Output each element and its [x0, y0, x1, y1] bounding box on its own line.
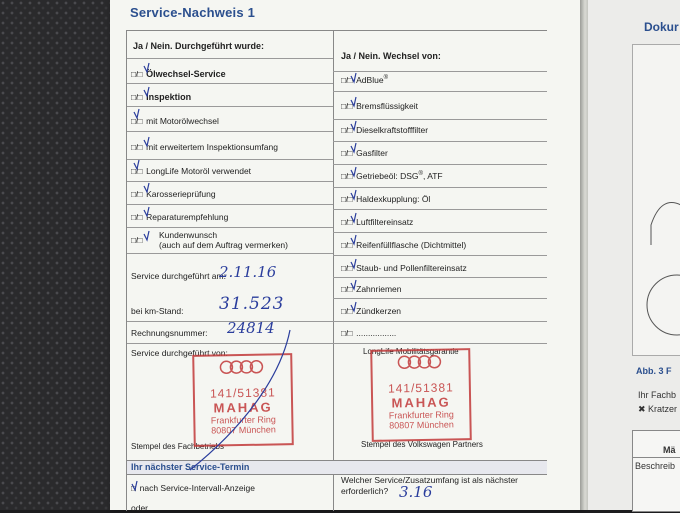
right-page-kratzer: ✖ Kratzer [638, 404, 678, 414]
checkbox-pair[interactable]: □/□ [341, 125, 353, 135]
checkbox-pair[interactable]: □/□ [341, 263, 353, 273]
left-item-inspektion[interactable]: □/□ Inspektion [131, 92, 192, 102]
checkbox-pair[interactable]: □/□ [341, 328, 353, 338]
service-date-label: Service durchgeführt am: [131, 271, 226, 281]
check-mark [144, 231, 149, 240]
right-item-other[interactable]: □/□ ................. [341, 328, 397, 338]
checkbox-pair[interactable]: □/□ [341, 75, 353, 85]
check-mark [144, 137, 149, 146]
rechnungsnr-value[interactable]: 24814 [227, 319, 275, 337]
checkbox-pair[interactable]: □/□ [131, 116, 143, 126]
damage-table [632, 430, 680, 512]
fabric-background [0, 0, 112, 510]
right-item-haldex[interactable]: □/□ Haldexkupplung: Öl [341, 194, 431, 204]
check-mark [351, 143, 356, 152]
check-mark [351, 97, 356, 106]
checkbox-pair[interactable]: □/□ [131, 69, 143, 79]
checkbox-pair[interactable]: □/□ [131, 235, 143, 245]
left-item-karosserie[interactable]: □/□ Karosserieprüfung [131, 189, 216, 199]
page-title: Service-Nachweis 1 [130, 5, 256, 20]
check-mark [351, 121, 356, 130]
damage-table-beschreib: Beschreib [635, 461, 676, 471]
left-item-inspektionsumfang[interactable]: □/□ mit erweitertem Inspektionsumfang [131, 142, 278, 152]
check-mark [351, 213, 356, 222]
left-column-header: Ja / Nein. Durchgeführt wurde: [133, 41, 265, 51]
signature-stroke [190, 330, 290, 470]
checkbox-pair[interactable]: □/□ [341, 194, 353, 204]
check-mark [144, 207, 149, 216]
checkbox-pair[interactable]: □/□ [341, 171, 353, 181]
figure-caption: Abb. 3 F [636, 366, 672, 376]
right-page [588, 0, 680, 510]
kundenwunsch-label: Kundenwunsch (auch auf dem Auftrag vermerken) [159, 230, 288, 250]
checkbox-pair[interactable]: □/□ [341, 217, 353, 227]
check-mark [134, 109, 139, 118]
check-mark [351, 302, 356, 311]
stamp-street: Frankfurter Ring [388, 409, 454, 421]
check-mark [351, 235, 356, 244]
checkbox-pair[interactable]: □/□ [341, 306, 353, 316]
next-service-oder: oder [131, 503, 149, 513]
checkbox-pair[interactable]: □/□ [341, 240, 353, 250]
next-service-header: Ihr nächster Service-Termin [131, 462, 250, 472]
left-item-longlife[interactable]: □/□ LongLife Motoröl verwendet [131, 166, 252, 176]
stamp-street: Frankfurter Ring [210, 414, 276, 426]
service-date-value[interactable]: 2.11.16 [219, 263, 277, 281]
stamp-name: MAHAG [391, 394, 451, 411]
stamp-number: 141/51381 [387, 380, 454, 396]
right-item-pollenfilter[interactable]: □/□ Staub- und Pollenfiltereinsatz [341, 263, 467, 273]
longlife-label: LongLife Mobilitätsgarantie [363, 347, 459, 356]
right-page-fachb: Ihr Fachb [638, 390, 677, 400]
checkbox-pair[interactable]: □/□ [131, 166, 143, 176]
check-mark [351, 259, 356, 268]
row-line [633, 457, 680, 458]
stamp-city: 80807 München [389, 419, 454, 431]
next-service-value[interactable]: 3.16 [399, 483, 433, 501]
check-mark [351, 280, 356, 289]
checkbox-pair[interactable]: □/□ [341, 101, 353, 111]
right-item-adblue[interactable]: □/□ AdBlue® [341, 75, 388, 85]
check-mark [134, 160, 139, 169]
right-item-bremsfluessigkeit[interactable]: □/□ Bremsflüssigkeit [341, 101, 419, 111]
stamp-fachbetrieb-label: Stempel des Fachbetriebs [131, 442, 224, 451]
check-mark [351, 167, 356, 176]
check-mark [144, 87, 149, 96]
checkbox[interactable]: □ [131, 483, 136, 493]
right-item-dieselfilter[interactable]: □/□ Dieselkraftstofffilter [341, 125, 429, 135]
right-item-zahnriemen[interactable]: □/□ Zahnriemen [341, 284, 402, 294]
service-by-label: Service durchgeführt von: [131, 348, 228, 358]
right-item-reifenfuellflasche[interactable]: □/□ Reifenfüllflasche (Dichtmittel) [341, 240, 467, 250]
left-item-reparatur[interactable]: □/□ Reparaturempfehlung [131, 212, 229, 222]
stamp-partner-label: Stempel des Volkswagen Partners [361, 440, 483, 449]
left-item-motoroelwechsel[interactable]: □/□ mit Motorölwechsel [131, 116, 219, 126]
checkbox-pair[interactable]: □/□ [131, 142, 143, 152]
car-illustration-icon [633, 45, 680, 355]
right-item-getriebeoel[interactable]: □/□ Getriebeöl: DSG®, ATF [341, 171, 443, 181]
next-service-question: Welcher Service/Zusatzumfang ist als nächster erforderlich? [341, 475, 518, 496]
km-value[interactable]: 31.523 [219, 294, 285, 314]
stamp-city: 80807 München [211, 424, 276, 436]
service-booklet-page [110, 0, 582, 513]
right-page-heading: Dokur [644, 20, 679, 34]
stamp-number: 141/51381 [209, 385, 276, 401]
rechnungsnr-label: Rechnungsnummer: [131, 328, 208, 338]
checkbox-pair[interactable]: □/□ [341, 148, 353, 158]
next-service-interval-option[interactable]: □ nach Service-Intervall-Anzeige [131, 483, 255, 493]
left-item-oelwechsel[interactable]: □/□ Ölwechsel-Service [131, 69, 226, 79]
km-label: bei km-Stand: [131, 306, 184, 316]
check-mark [132, 481, 137, 490]
check-mark [144, 63, 149, 72]
right-item-luftfilter[interactable]: □/□ Luftfiltereinsatz [341, 217, 414, 227]
check-mark [351, 73, 356, 82]
right-column-header: Ja / Nein. Wechsel von: [341, 51, 441, 61]
right-item-zuendkerzen[interactable]: □/□ Zündkerzen [341, 306, 402, 316]
checkbox-pair[interactable]: □/□ [131, 189, 143, 199]
checkbox-pair[interactable]: □/□ [131, 212, 143, 222]
stamp-name: MAHAG [213, 399, 273, 416]
handwritten-marks [110, 0, 582, 510]
checkbox-pair[interactable]: □/□ [131, 92, 143, 102]
right-item-gasfilter[interactable]: □/□ Gasfilter [341, 148, 388, 158]
damage-table-header: Mä [663, 445, 676, 455]
figure-box [632, 44, 680, 356]
checkbox-pair[interactable]: □/□ [341, 284, 353, 294]
check-mark [351, 190, 356, 199]
check-mark [144, 183, 149, 192]
